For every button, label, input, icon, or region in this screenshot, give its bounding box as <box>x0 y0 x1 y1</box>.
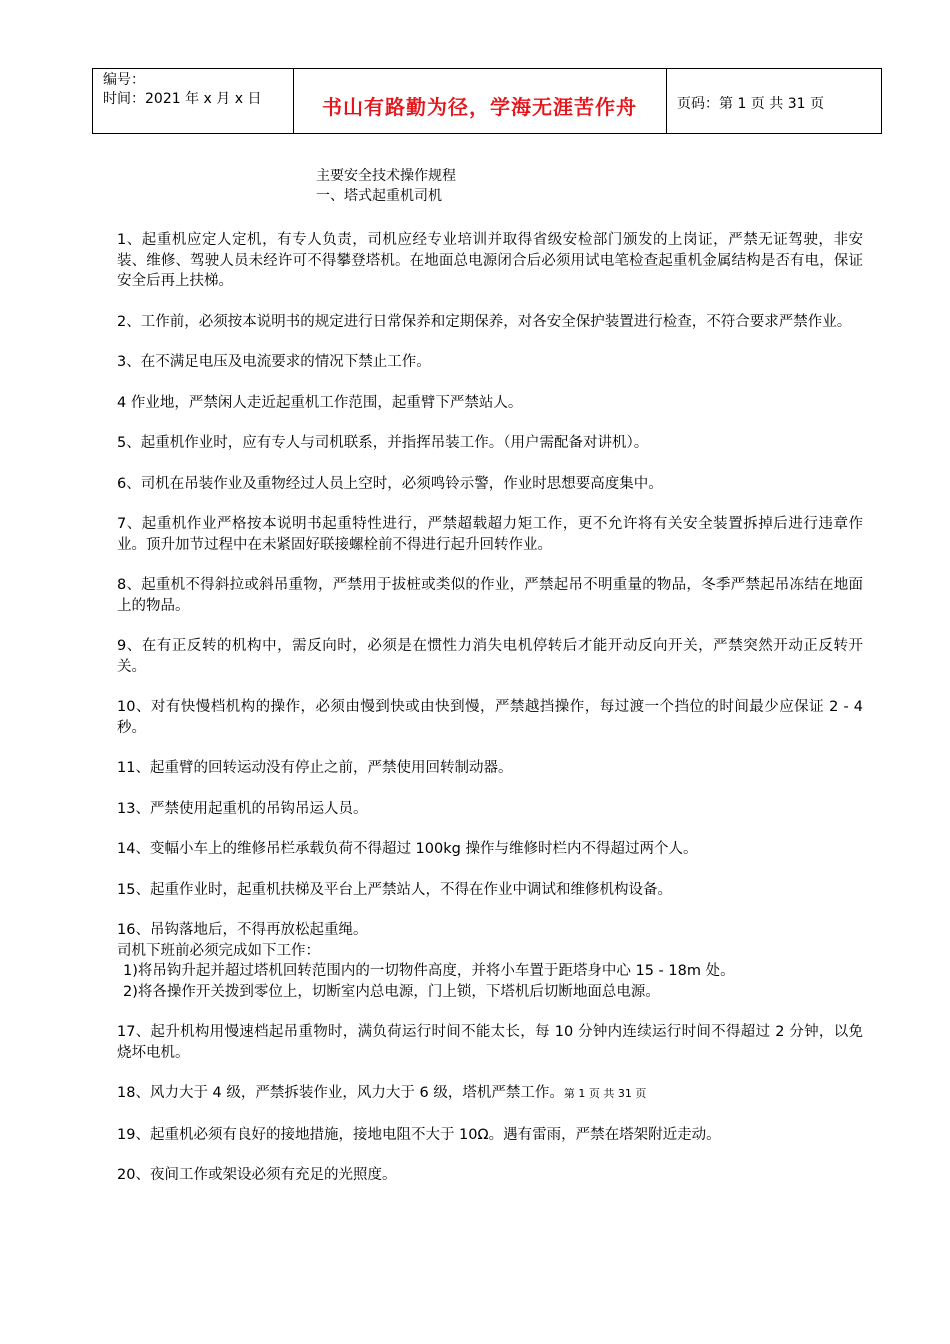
document-body <box>117 230 863 1206</box>
doc-subtitle: 一、塔式起重机司机 <box>316 188 442 204</box>
header-meta-cell <box>93 69 294 133</box>
sub-item: 2)将各操作开关拨到零位上，切断室内总电源，门上锁，下塔机后切断地面总电源。 <box>123 983 660 1000</box>
sub-item: 1)将吊钩升起并超过塔机回转范围内的一切物件高度，并将小车置于距塔身中心 15 - 18m 处。 <box>123 963 735 979</box>
page-footer-inline: 第 1 页 共 31 页 <box>563 1087 647 1100</box>
item-18-text: 18、风力大于 4 级，严禁拆装作业，风力大于 6 级，塔机严禁工作。 <box>117 1085 564 1101</box>
doc-title: 主要安全技术操作规程 <box>316 168 456 184</box>
list-item <box>117 1083 863 1105</box>
item-16-block <box>117 920 863 1002</box>
code-label: 编号： <box>103 72 145 88</box>
list-item: 1、起重机应定人定机，有专人负责，司机应经专业培训并取得省级安检部门颁发的上岗证，严禁无证驾驶，非安装、维修、驾驶人员未经许可不得攀登塔机。在地面总电源闭合后必须用试电笔检查起重机金属结构是否有电，保证安全后再上扶梯。 <box>117 232 863 289</box>
list-item: 13、严禁使用起重机的吊钩吊运人员。 <box>117 800 368 817</box>
header-page-cell <box>667 69 881 133</box>
list-item: 19、起重机必须有良好的接地措施，接地电阻不大于 10Ω。遇有雷雨，严禁在塔架附近走动。 <box>117 1126 721 1143</box>
list-item: 15、起重作业时，起重机扶梯及平台上严禁站人，不得在作业中调试和维修机构设备。 <box>117 881 672 898</box>
list-item: 8、起重机不得斜拉或斜吊重物，严禁用于拔桩或类似的作业，严禁起吊不明重量的物品，冬季严禁起吊冻结在地面上的物品。 <box>117 577 863 614</box>
list-item: 3、在不满足电压及电流要求的情况下禁止工作。 <box>117 354 431 370</box>
list-item: 20、夜间工作或架设必须有充足的光照度。 <box>117 1167 397 1183</box>
list-item: 16、吊钩落地后，不得再放松起重绳。 <box>117 922 368 938</box>
list-item: 17、起升机构用慢速档起吊重物时，满负荷运行时间不能太长，每 10 分钟内连续运行时间不得超过 2 分钟，以免烧坏电机。 <box>117 1024 863 1061</box>
sub-intro: 司机下班前必须完成如下工作： <box>117 942 320 959</box>
header-motto-cell <box>293 69 667 133</box>
page-info: 页码：第 1 页 共 31 页 <box>677 96 824 112</box>
list-item: 9、在有正反转的机构中，需反向时，必须是在惯性力消失电机停转后才能开动反向开关，严禁突然开动正反转开关。 <box>117 638 863 675</box>
header-table <box>92 68 882 134</box>
list-item: 5、起重机作业时，应有专人与司机联系，并指挥吊装工作。（用户需配备对讲机）。 <box>117 435 649 451</box>
list-item: 4 作业地，严禁闲人走近起重机工作范围，起重臂下严禁站人。 <box>117 394 523 411</box>
list-item: 7、起重机作业严格按本说明书起重特性进行，严禁超载超力矩工作，更不允许将有关安全装置拆掉后进行违章作业。顶升加节过程中在未紧固好联接螺栓前不得进行起升回转作业。 <box>117 516 863 553</box>
motto-text: 书山有路勤为径，学海无涯苦作舟 <box>322 95 637 119</box>
time-label: 时间：2021 年 x 月 x 日 <box>103 91 262 107</box>
list-item: 6、司机在吊装作业及重物经过人员上空时，必须鸣铃示警，作业时思想要高度集中。 <box>117 475 663 492</box>
list-item: 2、工作前，必须按本说明书的规定进行日常保养和定期保养，对各安全保护装置进行检查，不符合要求严禁作业。 <box>117 313 852 330</box>
list-item: 14、变幅小车上的维修吊栏承载负荷不得超过 100kg 操作与维修时栏内不得超过两个人。 <box>117 841 698 857</box>
list-item: 10、对有快慢档机构的操作，必须由慢到快或由快到慢，严禁越挡操作，每过渡一个挡位的时间最少应保证 2 - 4 秒。 <box>117 699 863 736</box>
list-item: 11、起重臂的回转运动没有停止之前，严禁使用回转制动器。 <box>117 760 513 776</box>
